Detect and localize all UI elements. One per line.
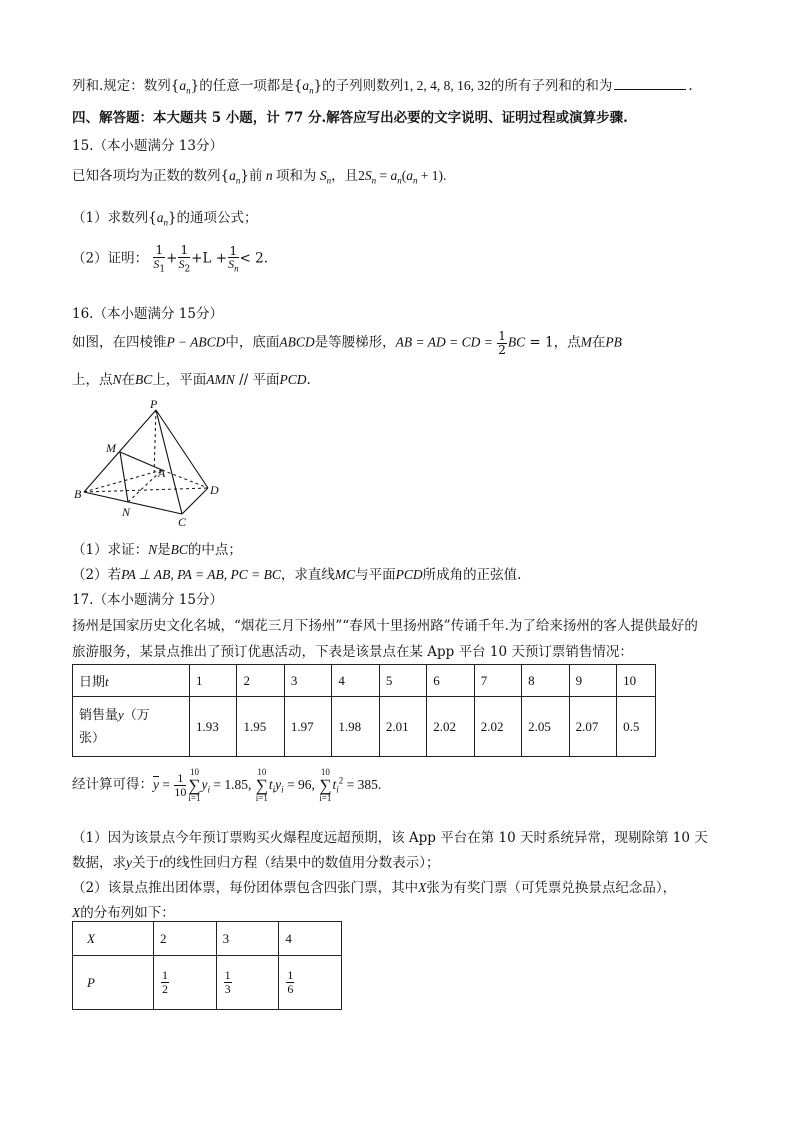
label-N: N xyxy=(122,505,131,519)
top-mid2: 的子列则数列 xyxy=(322,78,404,94)
q15-stem: 已知各项均为正数的数列$\{a_n\}$前 n 项和为 $S_n$，且$2S_n = a_n(a_n + 1)$. xyxy=(72,168,447,186)
q16-header: 16.（本小题满分 15分） xyxy=(72,306,223,322)
label-M: M xyxy=(106,441,116,455)
answer-blank[interactable] xyxy=(614,89,686,90)
q16-stem-line2: 上，点N在BC上，平面AMN // 平面PCD. xyxy=(72,372,311,388)
q17-part1-line2: 数据，求y关于t的线性回归方程（结果中的数值用分数表示）； xyxy=(72,855,440,871)
label-C: C xyxy=(178,515,187,529)
top-prefix: 列和.规定：数列 xyxy=(72,78,171,94)
label-D: D xyxy=(210,483,219,497)
table-row: P $\frac{1}{2}$ $\frac{1}{3}$ $\frac{1}{6}$ xyxy=(73,956,342,1010)
table-row: 日期t 1 2 3 4 5 6 7 8 9 10 xyxy=(73,665,656,697)
distribution-table xyxy=(72,921,342,1010)
q15-part1: （1）求数列$\{a_n\}$的通项公式； xyxy=(72,210,258,228)
table-row: X 2 3 4 xyxy=(73,922,342,956)
q16-part2: （2）若PA ⊥ AB, PA = AB, PC = BC，求直线MC与平面PCD所成角的正弦值. xyxy=(72,567,522,583)
seq-notation-a: $\{a_n\}$ xyxy=(170,78,200,96)
q16-stem: 如图，在四棱锥P − ABCD中，底面ABCD是等腰梯形，AB = AD = CD = $\frac{1}{2}$ BC = 1，点M在PB xyxy=(72,329,622,357)
seq-notation-b: $\{a_n\}$ xyxy=(293,78,323,96)
label-A: A xyxy=(158,466,166,480)
q15-part2: （2）证明： $\frac{1}{S_1}$ + $\frac{1}{S_2}$ +L + $\frac{1}{S_n}$ < 2. xyxy=(72,243,269,274)
q17-stem2: 旅游服务，某景点推出了预订优惠活动，下表是该景点在某 App 平台 10 天预订票销售情况： xyxy=(72,644,633,660)
section-title: 四、解答题：本大题共 5 小题，计 77 分.解答应写出必要的文字说明、证明过程或演算步骤. xyxy=(72,110,628,126)
top-seq: 1, 2, 4, 8, 16, 32 xyxy=(403,78,491,93)
top-line: 列和.规定：数列$\{a_n\}$的任意一项都是$\{a_n\}$的子列则数列1, 2, 4, 8, 16, 32的所有子列和的和为 . xyxy=(72,78,693,96)
pyramid-figure xyxy=(72,398,232,530)
q17-stem1: 扬州是国家历史文化名城，“烟花三月下扬州”“春风十里扬州路”传诵千年.为了给来扬州的客人提供最好的 xyxy=(72,618,698,634)
label-B: B xyxy=(74,487,82,501)
sales-table xyxy=(72,664,656,757)
label-P: P xyxy=(150,398,158,411)
q17-part2-line2: X的分布列如下： xyxy=(72,905,175,921)
top-mid1: 的任意一项都是 xyxy=(199,78,294,94)
q17-part2-line1: （2）该景点推出团体票，每份团体票包含四张门票，其中X张为有奖门票（可凭票兑换景点纪念品）， xyxy=(72,880,677,896)
q15-header: 15.（本小题满分 13分） xyxy=(72,138,223,154)
table-row: 销售量y（万 张） 1.93 1.95 1.97 1.98 2.01 2.02 2.02 2.05 2.07 0.5 xyxy=(73,697,656,757)
date-label-cell: 日期t xyxy=(73,665,190,697)
q17-calc: 经计算可得：$\overline{y}$ = $\frac{1}{10}$ 10 ∑ $i=1y_i = 1.85$, 10 ∑ $i=1t_iy_i = 96$, 10 ∑ $i=1t_i^2 = 385$. xyxy=(72,767,382,803)
q17-part1-line1: （1）因为该景点今年预订票购买火爆程度远超预期，该 App 平台在第 10 天时系统异常，现剔除第 10 天 xyxy=(72,830,708,846)
q16-part1: （1）求证：N是BC的中点； xyxy=(72,542,242,558)
q17-header: 17.（本小题满分 15分） xyxy=(72,592,223,608)
top-suffix: 的所有子列和的和为 xyxy=(490,78,613,94)
sales-label-cell: 销售量y（万 张） xyxy=(73,697,190,757)
